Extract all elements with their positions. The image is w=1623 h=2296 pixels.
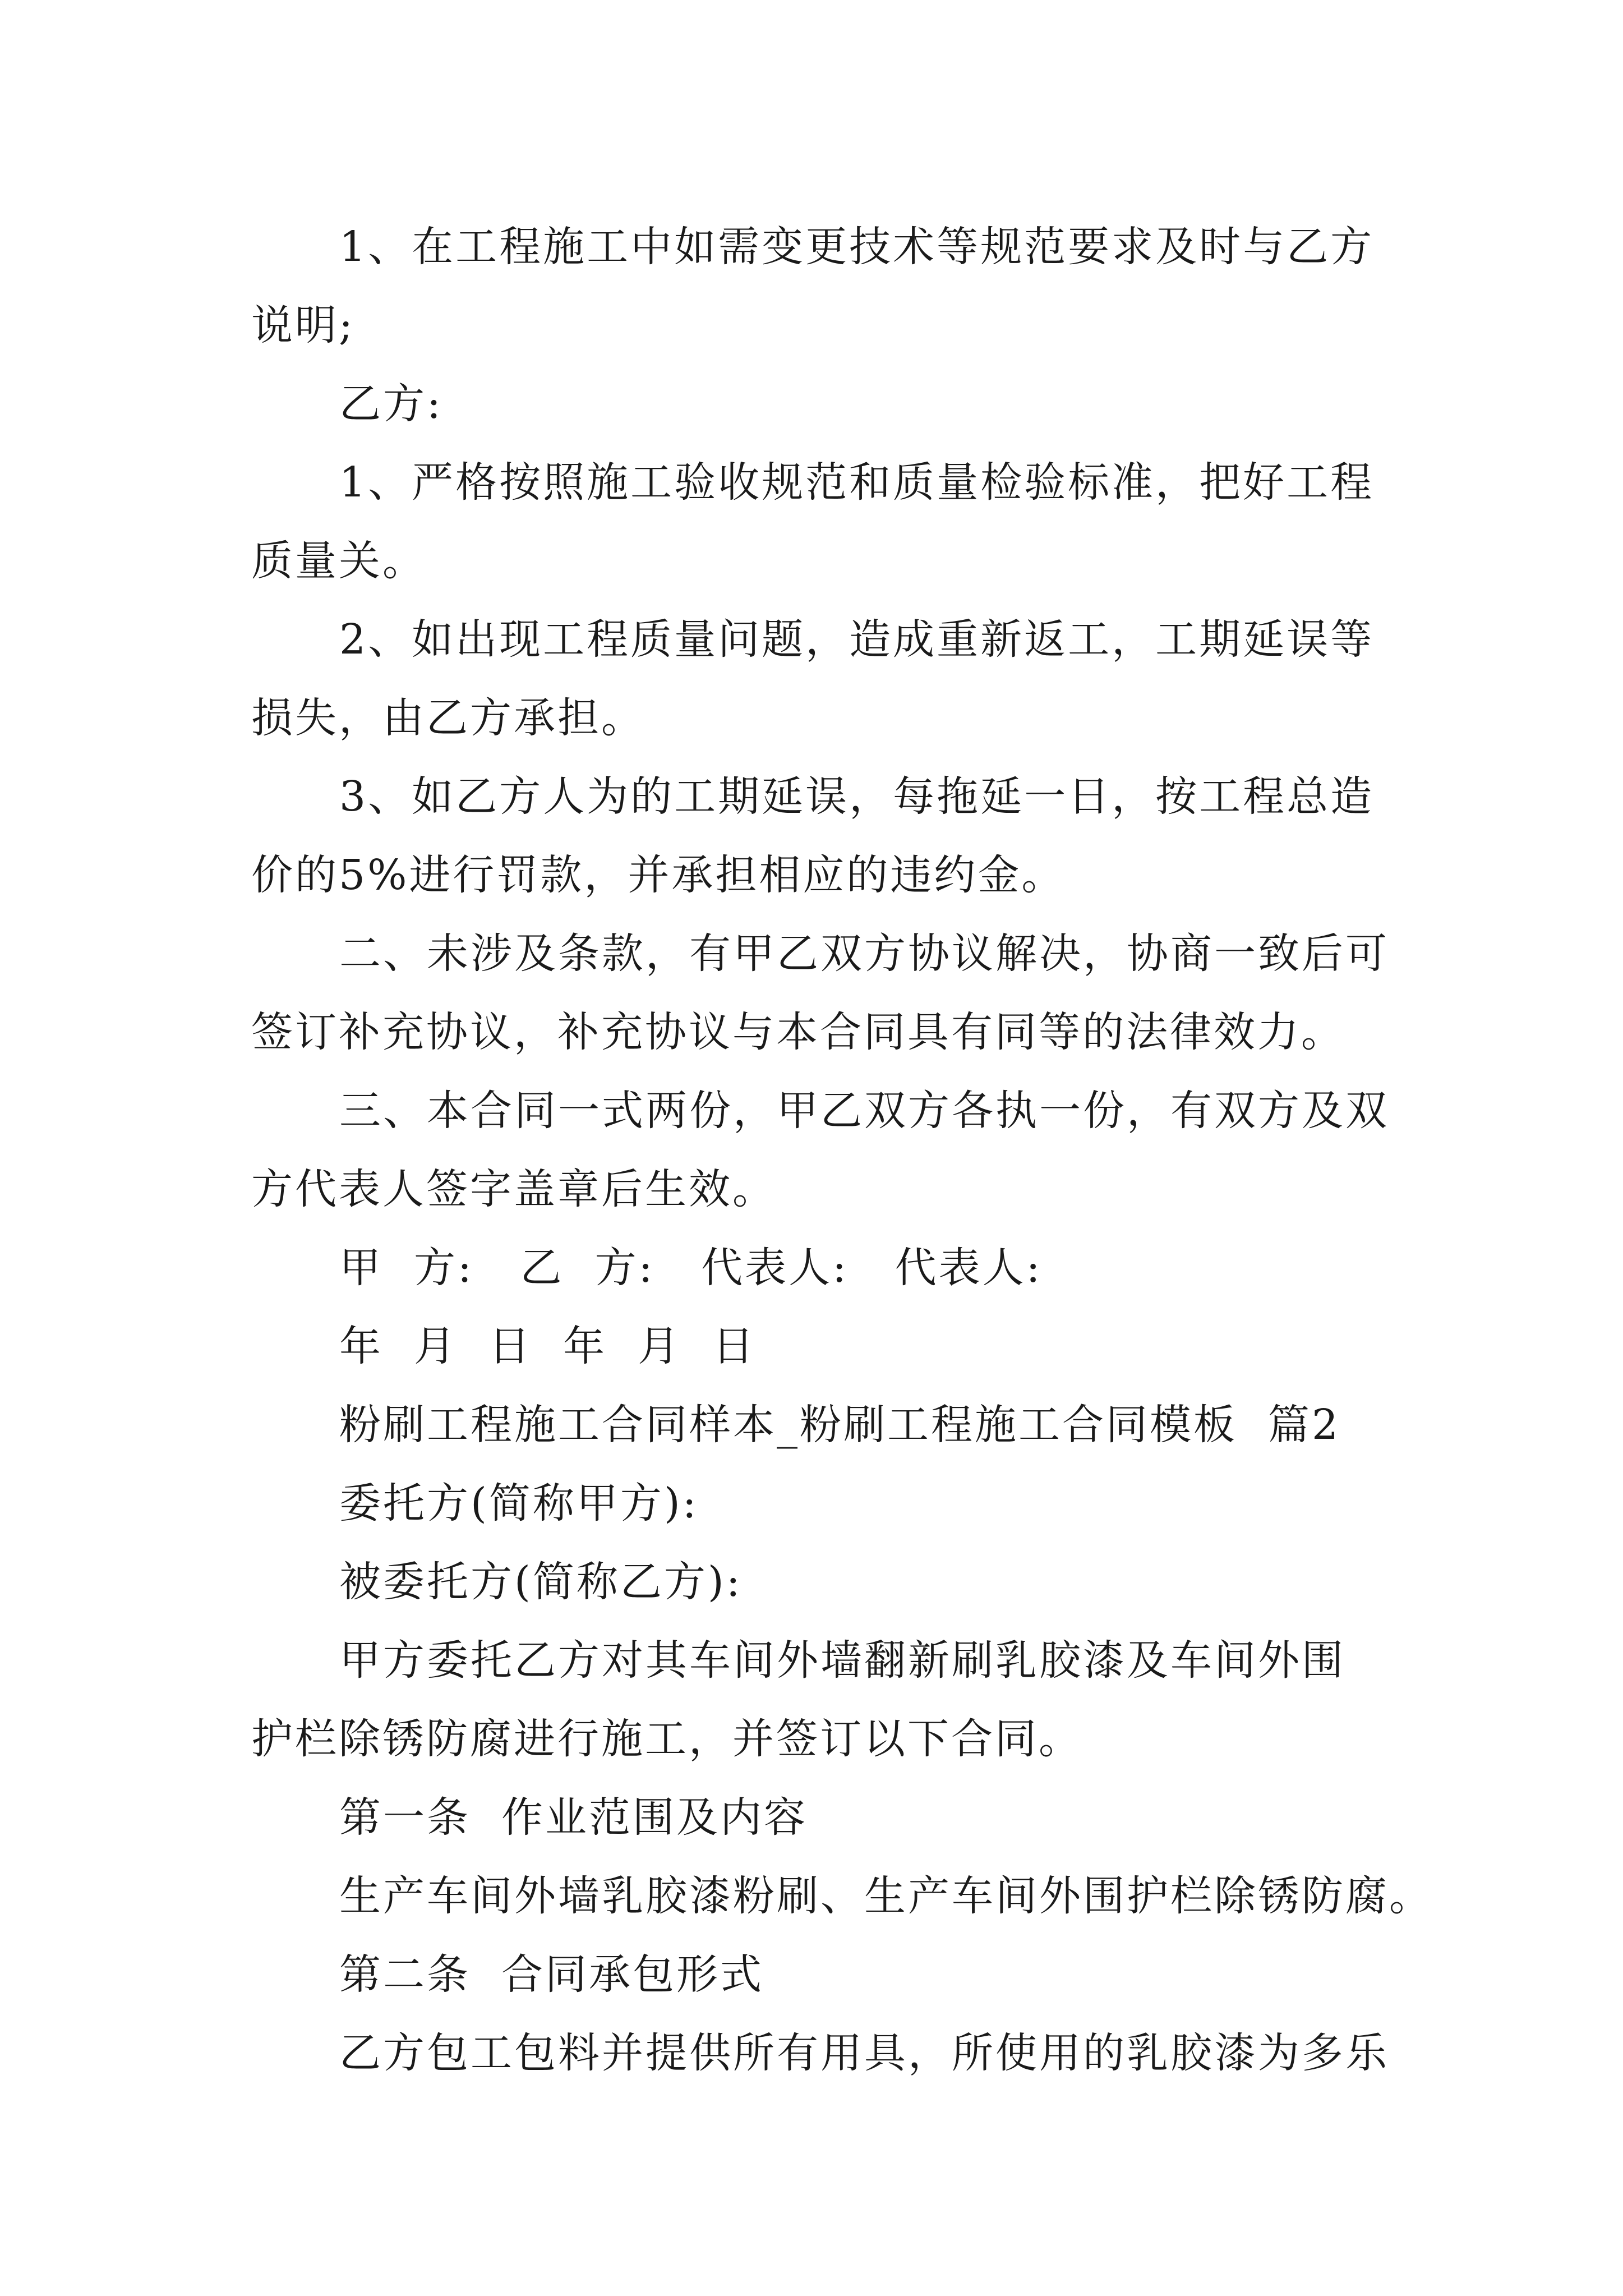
text-line: 二、未涉及条款，有甲乙双方协议解决，协商一致后可 bbox=[339, 930, 1389, 978]
text-line: 乙方包工包料并提供所有用具，所使用的乳胶漆为多乐 bbox=[339, 2029, 1389, 2077]
text-line: 质量关。 bbox=[251, 537, 426, 585]
text-line: 价的5%进行罚款，并承担相应的违约金。 bbox=[251, 851, 1066, 899]
section-heading: 粉刷工程施工合同样本_粉刷工程施工合同模板 篇2 bbox=[339, 1401, 1341, 1449]
text-line: 护栏除锈防腐进行施工，并签订以下合同。 bbox=[251, 1715, 1082, 1763]
text-line: 损失，由乙方承担。 bbox=[251, 694, 645, 742]
text-line: 说明; bbox=[251, 301, 355, 349]
text-line: 方代表人签字盖章后生效。 bbox=[251, 1165, 776, 1213]
text-line: 2、如出现工程质量问题，造成重新返工，工期延误等 bbox=[339, 615, 1375, 664]
text-line: 1、严格按照施工验收规范和质量检验标准，把好工程 bbox=[339, 458, 1375, 507]
article-heading: 第二条 合同承包形式 bbox=[339, 1950, 764, 1999]
signature-parties-line: 甲 方: 乙 方: 代表人: 代表人: bbox=[339, 1244, 1043, 1292]
text-line: 生产车间外墙乳胶漆粉刷、生产车间外围护栏除锈防腐。 bbox=[339, 1872, 1433, 1920]
text-line: 甲方委托乙方对其车间外墙翻新刷乳胶漆及车间外围 bbox=[339, 1636, 1345, 1685]
text-line: 三、本合同一式两份，甲乙双方各执一份，有双方及双 bbox=[339, 1087, 1389, 1135]
article-heading: 第一条 作业范围及内容 bbox=[339, 1793, 808, 1842]
text-line: 乙方: bbox=[339, 380, 443, 428]
text-line: 3、如乙方人为的工期延误，每拖延一日，按工程总造 bbox=[339, 772, 1375, 821]
signature-date-line: 年 月 日 年 月 日 bbox=[339, 1322, 757, 1370]
text-line: 委托方(简称甲方): bbox=[339, 1479, 699, 1527]
text-line: 被委托方(简称乙方): bbox=[339, 1558, 743, 1606]
text-line: 签订补充协议，补充协议与本合同具有同等的法律效力。 bbox=[251, 1008, 1345, 1056]
text-line: 1、在工程施工中如需变更技术等规范要求及时与乙方 bbox=[339, 223, 1375, 271]
